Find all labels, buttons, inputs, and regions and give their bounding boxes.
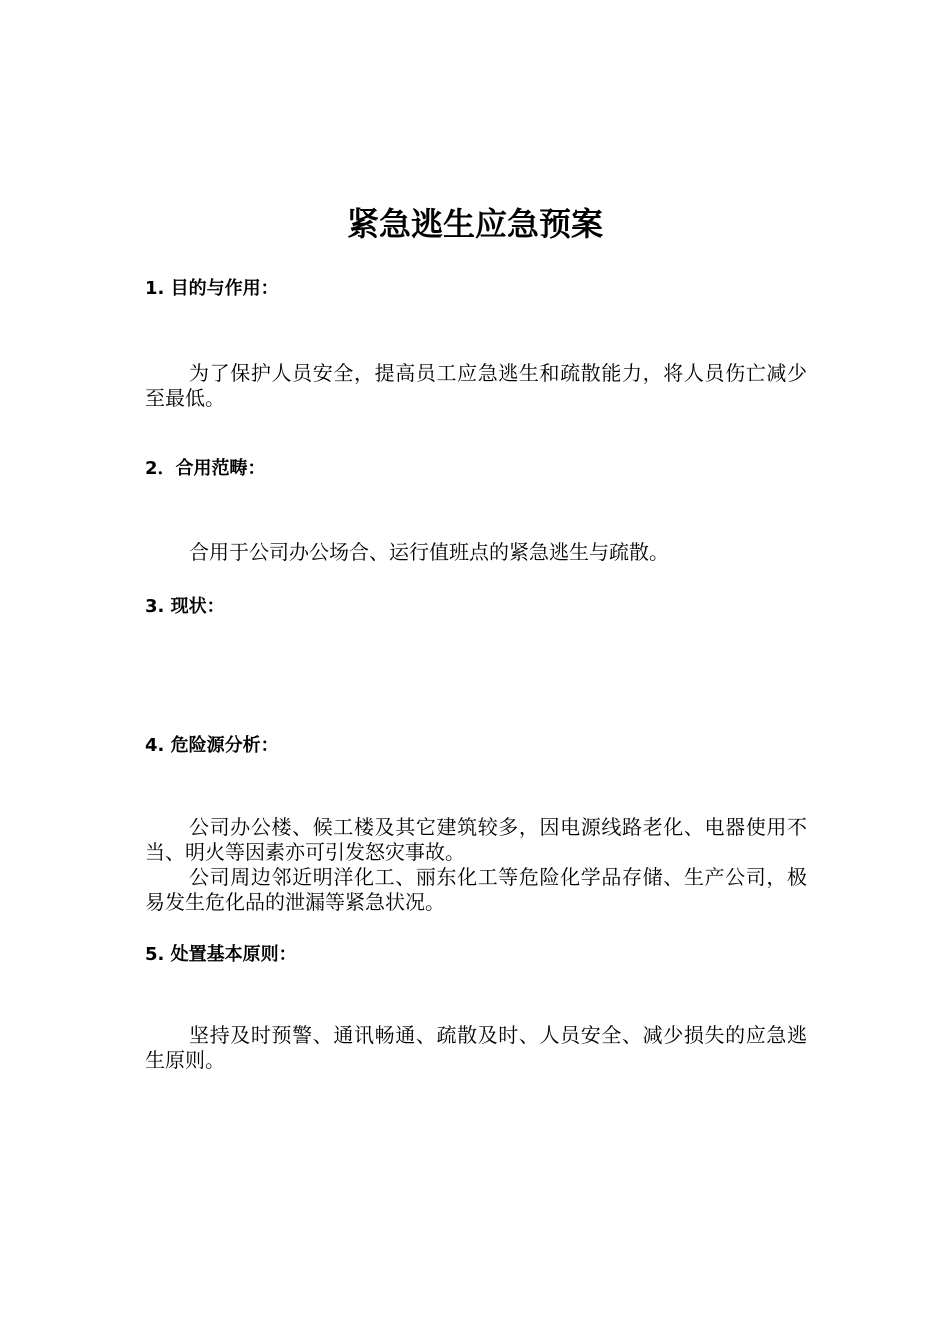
section-paragraph-purpose: 为了保护人员安全，提高员工应急逃生和疏散能力，将人员伤亡减少至最低。 xyxy=(145,361,807,410)
section-paragraph-hazard-2: 公司周边邻近明洋化工、丽东化工等危险化学品存储、生产公司，极易发生危化品的泄漏等紧急状况。 xyxy=(145,865,807,914)
section-heading-hazard-analysis: 4. 危险源分析： xyxy=(145,735,279,756)
document-title: 紧急逃生应急预案 xyxy=(346,205,603,243)
section-heading-scope: 2．合用范畴： xyxy=(145,458,266,479)
section-heading-purpose: 1. 目的与作用： xyxy=(145,278,279,299)
section-paragraph-principles: 坚持及时预警、通讯畅通、疏散及时、人员安全、减少损失的应急逃生原则。 xyxy=(145,1023,807,1072)
section-heading-principles: 5. 处置基本原则： xyxy=(145,944,297,965)
section-paragraph-hazard-1: 公司办公楼、候工楼及其它建筑较多，因电源线路老化、电器使用不当、明火等因素亦可引发怒灾事故。 xyxy=(145,815,807,864)
section-paragraph-scope: 合用于公司办公场合、运行值班点的紧急逃生与疏散。 xyxy=(189,540,669,564)
section-heading-status: 3. 现状： xyxy=(145,596,225,617)
